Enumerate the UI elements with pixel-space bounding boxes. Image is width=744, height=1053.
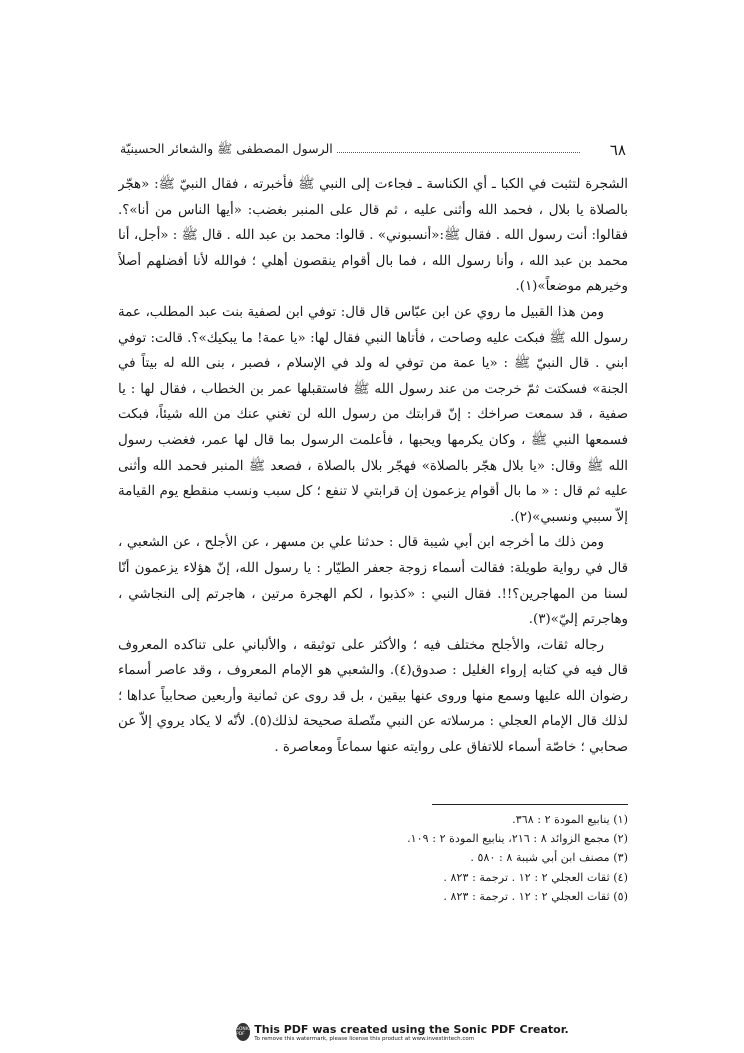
footnote: (٣) مصنف ابن أبي شيبة ٨ : ٥٨٠ . [470,851,628,865]
paragraph: الشجرة لتثبت في الكبا ـ أي الكناسة ـ فجاءت إلى النبي ﷺ فأخبرته ، فقال النبيّ ﷺ: «هجّر بالصلاة يا بلال ، فحمد الله وأثنى عليه ، ثم قال على المنبر بغضب: «أيها الناس من أنا»؟. فقالوا: أنت رسول الله . فقال ﷺ:«أنسبوني» . قالوا: محمد بن عبد الله . قال ﷺ : «أجل، أنا محمد بن عبد الله ، وأنا رسول الله ، فما بال أقوام ينقصون أهلي ؛ فوالله لأنا أفضلهم أصلاً وخيرهم موضعاً»(١). [118,177,628,295]
page-header [120,139,626,161]
paragraph: رجاله ثقات، والأجلح مختلف فيه ؛ والأكثر على توثيقه ، والألباني على تناكده المعروف قال فيه في كتابه إرواء الغليل : صدوق(٤). والشعبي هو الإمام المعروف ، وقد عاصر أسماء رضوان الله عليها وسمع منها وروى عنها بيقين ، بل قد روى عن ثمانية وأربعين صحابياً عداها ؛ لذلك قال الإمام العجلي : مرسلاته عن النبي متّصلة صحيحة لذلك(٥). لأنّه لا يكاد يروي إلاّ عن صحابي ؛ خاصّة أسماء للاتفاق على روايته عنها سماعاً ومعاصرة . [118,637,628,756]
footnote-separator [432,804,628,805]
footnote: (٥) ثقات العجلي ٢ : ١٢ . ترجمة : ٨٢٣ . [443,889,628,903]
running-title: الرسول المصطفى ﷺ والشعائر الحسينيّة [120,140,333,156]
page-number: ٦٨ [609,141,626,159]
watermark [236,1019,569,1045]
footnote: (٢) مجمع الزوائد ٨ : ٢١٦، ينابيع المودة ٢ : ١٠٩. [407,832,628,846]
watermark-license-note: To remove this watermark, please license this product at www.investintech.com [254,1035,475,1042]
header-leader-dots [337,152,580,153]
watermark-title: This PDF was created using the Sonic PDF Creator. [254,1022,569,1036]
paragraph: ومن هذا القبيل ما روي عن ابن عبّاس قال قال: توفي ابن لصفية بنت عبد المطلب، عمة رسول الله ﷺ فبكت عليه وصاحت ، فأتاها النبي فقال لها: «يا عمة! ما يبكيك»؟. قالت: توفي ابني . قال النبيّ ﷺ : «يا عمة من توفي له ولد في الإسلام ، فصبر ، بنى الله له بيتاً في الجنة» فسكتت ثمّ خرجت من عند رسول الله ﷺ فاستقبلها عمر بن الخطاب ، فقال لها : يا صفية ، قد سمعت صراخك : إنّ قرابتك من رسول الله لن تغني عنك من الله شيئاً، فبكت فسمعها النبي ﷺ ، وكان يكرمها ويحبها ، فأعلمت الرسول بما قال لها عمر، فغضب رسول الله ﷺ وقال: «يا بلال هجّر بالصلاة» فهجّر بلال بالصلاة ، فصعد ﷺ المنبر فحمد الله وأثنى عليه ثم قال : « ما بال أقوام يزعمون إن قرابتي لا تنفع ؛ كل سبب ونسب منقطع يوم القيامة إلاّ سببي ونسبي»(٢). [118,304,628,525]
footnote: (١) ينابيع المودة ٢ : ٣٦٨. [512,813,628,826]
paragraph: ومن ذلك ما أخرجه ابن أبي شيبة قال : حدثنا علي بن مسهر ، عن الأجلح ، عن الشعبي ، قال في رواية طويلة: فقالت أسماء زوجة جعفر الطيّار : يا رسول الله، إنّ هؤلاء يزعمون أنّا لسنا من المهاجرين؟!!. فقال النبي : «كذبوا ، لكم الهجرة مرتين ، هاجرتم إلى النجاشي ، وهاجرتم إليّ»(٣). [118,535,628,628]
footnotes [330,810,628,906]
main-text [118,172,628,800]
sonic-pdf-logo-icon: SONIC PDF [236,1023,250,1041]
footnote: (٤) ثقات العجلي ٢ : ١٢ . ترجمة : ٨٢٣ . [443,870,628,884]
